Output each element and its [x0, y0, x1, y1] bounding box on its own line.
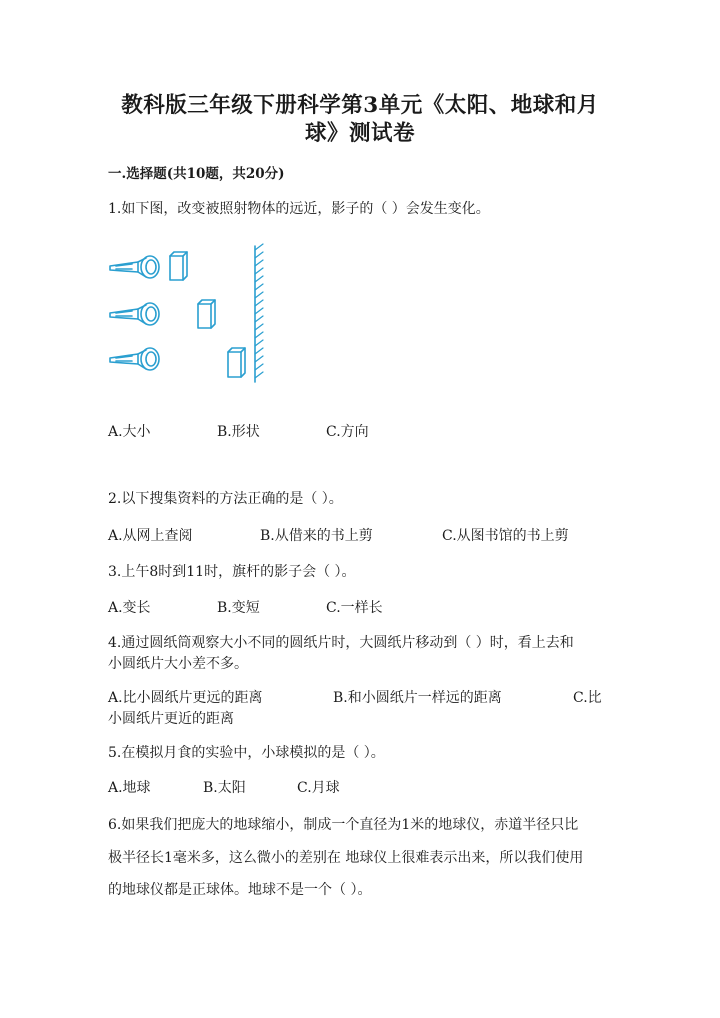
- question-6-stem-line-3: 的地球仪都是正球体。地球不是一个（ ）。: [108, 882, 372, 898]
- question-5-option-b[interactable]: B.太阳: [203, 780, 246, 796]
- question-1-option-c[interactable]: C.方向: [326, 424, 369, 440]
- block-icon: [170, 252, 187, 280]
- shadow-experiment-figure: [104, 242, 274, 384]
- question-1-option-b[interactable]: B.形状: [217, 424, 260, 440]
- section-heading: 一.选择题(共10题，共20分): [108, 166, 285, 182]
- question-4-stem-line-2: 小圆纸片大小差不多。: [108, 656, 248, 672]
- question-4-stem-line-1: 4.通过圆纸筒观察大小不同的圆纸片时，大圆纸片移动到（ ）时，看上去和: [108, 635, 574, 651]
- question-1-stem: 1.如下图，改变被照射物体的远近，影子的（ ）会发生变化。: [108, 201, 490, 217]
- question-2-stem: 2.以下搜集资料的方法正确的是（ ）。: [108, 491, 343, 507]
- flashlight-icon: [110, 256, 159, 278]
- question-4-option-c[interactable]: C.比: [573, 690, 602, 706]
- question-2-option-c[interactable]: C.从图书馆的书上剪: [442, 528, 569, 544]
- question-5-option-c[interactable]: C.月球: [297, 780, 340, 796]
- wall-icon: [255, 244, 263, 382]
- flashlight-icon: [110, 303, 159, 325]
- question-5-option-a[interactable]: A.地球: [108, 780, 151, 796]
- page-title-line-2: 球》测试卷: [304, 121, 415, 146]
- question-2-option-a[interactable]: A.从网上查阅: [108, 528, 193, 544]
- page-title-line-1: 教科版三年级下册科学第3单元《太阳、地球和月: [121, 93, 599, 118]
- question-3-option-b[interactable]: B.变短: [217, 600, 260, 616]
- block-icon: [198, 300, 215, 328]
- question-5-stem: 5.在模拟月食的实验中，小球模拟的是（ ）。: [108, 745, 385, 761]
- flashlight-icon: [110, 348, 159, 370]
- question-6-stem-line-2: 极半径长1毫米多，这么微小的差别在 地球仪上很难表示出来，所以我们使用: [108, 850, 584, 866]
- question-3-option-c[interactable]: C.一样长: [326, 600, 383, 616]
- question-4-option-a[interactable]: A.比小圆纸片更远的距离: [108, 690, 263, 706]
- question-3-option-a[interactable]: A.变长: [108, 600, 151, 616]
- question-3-stem: 3.上午8时到11时，旗杆的影子会（ ）。: [108, 564, 356, 580]
- question-6-stem-line-1: 6.如果我们把庞大的地球缩小，制成一个直径为1米的地球仪，赤道半径只比: [108, 817, 579, 833]
- block-icon: [228, 348, 245, 377]
- question-2-option-b[interactable]: B.从借来的书上剪: [260, 528, 373, 544]
- question-4-option-b[interactable]: B.和小圆纸片一样远的距离: [333, 690, 502, 706]
- question-1-option-a[interactable]: A.大小: [108, 424, 151, 440]
- question-4-option-c-continued: 小圆纸片更近的距离: [108, 711, 234, 727]
